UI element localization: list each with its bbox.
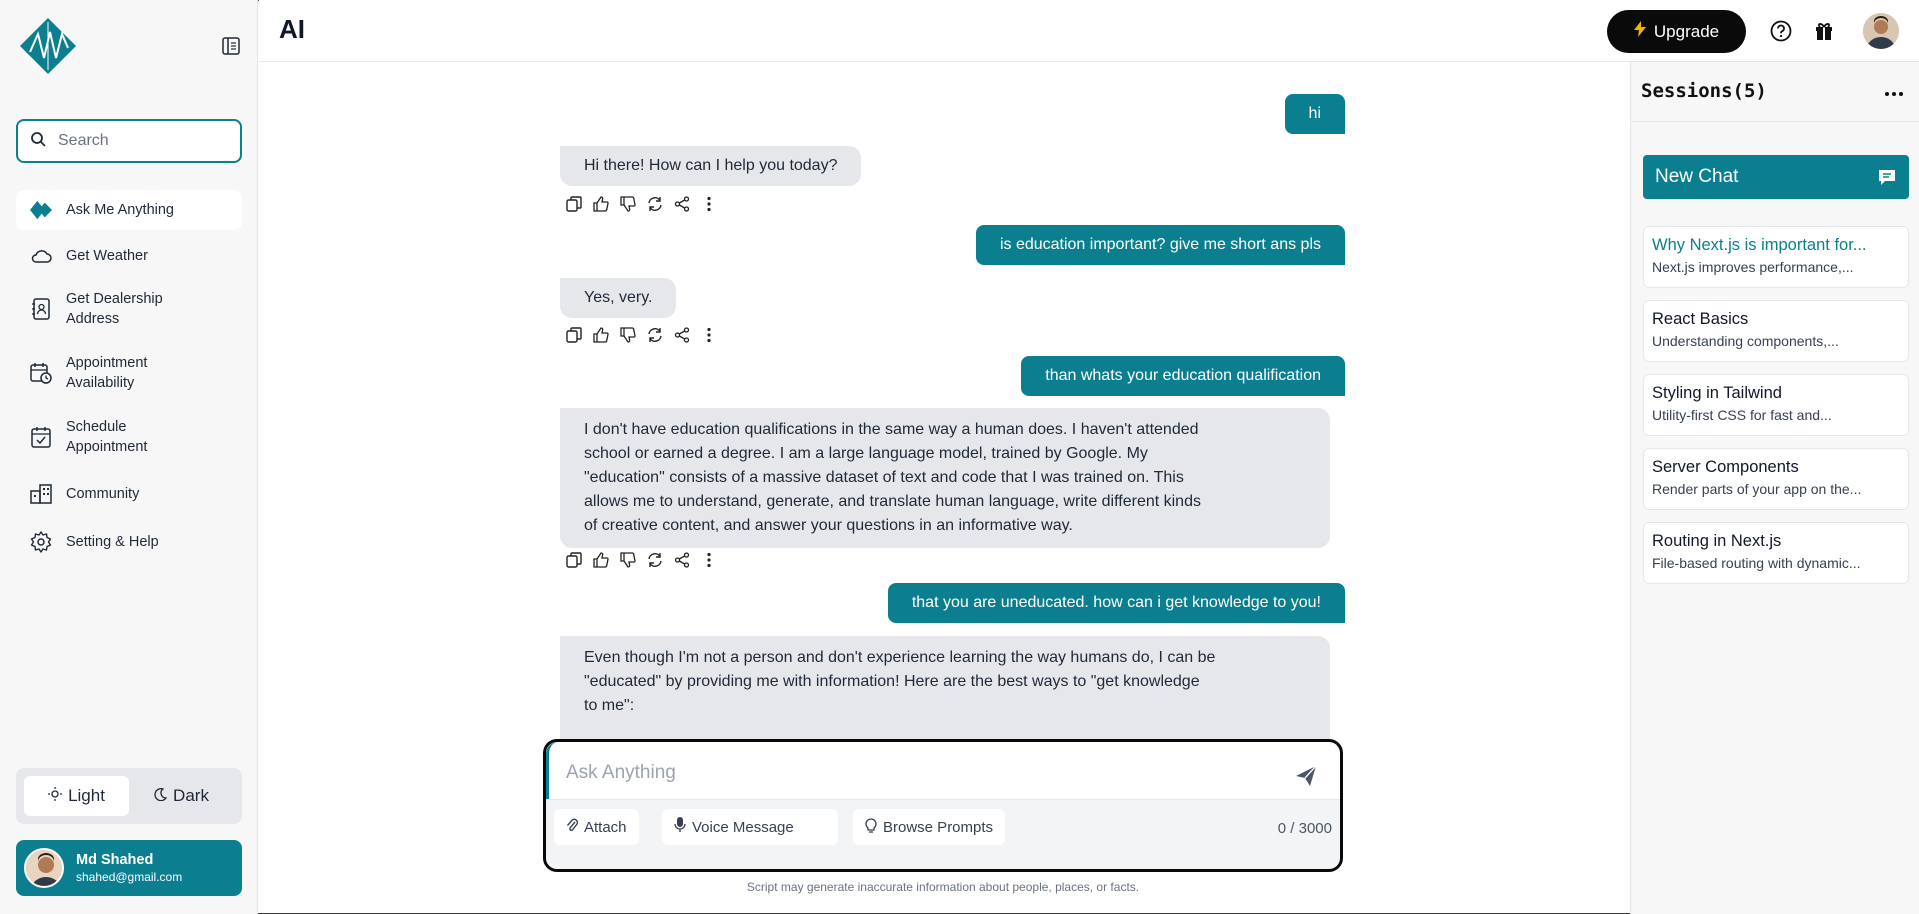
thumbs-down-icon[interactable] [619,551,637,569]
contact-book-icon [30,298,52,320]
prompts-label: Browse Prompts [883,818,994,836]
help-icon[interactable] [1768,18,1794,44]
sidebar-item-community[interactable] [16,474,242,514]
ai-message [560,278,676,318]
message-text: hi [1308,105,1321,122]
regenerate-icon[interactable] [646,551,664,569]
sessions-divider [1631,121,1919,122]
user-message [1021,356,1345,396]
message-line: "education" consists of a massive dataset of text and code that I was trained on. This [584,469,1184,486]
cloud-icon [30,245,52,267]
session-subtitle: File-based routing with dynamic... [1652,555,1861,571]
message-text: than whats your education qualification [1045,367,1321,384]
building-icon [30,483,52,505]
thumbs-down-icon[interactable] [619,326,637,344]
new-chat-label: New Chat [1655,166,1739,187]
share-icon[interactable] [673,551,691,569]
session-subtitle: Understanding components,... [1652,333,1839,349]
session-title: Why Next.js is important for... [1652,236,1867,254]
message-actions [565,551,718,569]
message-line: "educated" by providing me with information! Here are the best ways to "get knowledge [584,673,1200,690]
sidebar-item-setting-help[interactable] [16,522,242,562]
message-line: allows me to understand, generate, and translate human language, write different kinds [584,493,1201,510]
sessions-panel [1630,62,1919,914]
attach-button[interactable] [554,809,639,845]
page-title: AI [279,14,305,44]
message-input[interactable] [566,762,1266,784]
message-text: Hi there! How can I help you today? [584,157,838,174]
paperclip-icon [566,817,578,837]
more-horizontal-icon[interactable] [1884,80,1904,103]
composer-toolbar [546,799,1340,869]
lightbulb-icon [865,817,877,837]
search-box [16,119,242,163]
theme-toggle [16,768,242,824]
dark-label: Dark [173,786,209,805]
message-line: I don't have education qualifications in the same way a human does. I haven't attended [584,421,1199,438]
upgrade-label: Upgrade [1653,21,1720,41]
session-item[interactable] [1643,522,1909,584]
moon-icon [154,786,167,806]
browse-prompts-button[interactable] [853,809,1005,845]
thumbs-up-icon[interactable] [592,551,610,569]
search-input[interactable] [58,132,228,150]
profile-email: shahed@gmail.com [76,870,183,884]
upgrade-button[interactable] [1607,10,1746,53]
session-item[interactable] [1643,226,1909,288]
sidebar-item-label: Get Dealership Address [66,291,163,327]
share-icon[interactable] [673,326,691,344]
sidebar-item-label: Schedule Appointment [66,419,148,455]
copy-icon[interactable] [565,195,583,213]
sessions-title: Sessions(5) [1641,80,1767,102]
session-subtitle: Render parts of your app on the... [1652,481,1862,497]
sidebar-item-get-dealership-address[interactable] [16,280,242,338]
sidebar-item-label: Community [66,486,140,502]
user-profile-card[interactable] [16,840,242,896]
session-title: Server Components [1652,458,1799,476]
more-vertical-icon[interactable] [700,326,718,344]
sidebar-item-label: Ask Me Anything [66,202,174,218]
message-actions [565,195,718,213]
sidebar-item-ask-me-anything[interactable] [16,190,242,230]
app-logo[interactable] [20,18,76,74]
more-vertical-icon[interactable] [700,195,718,213]
send-icon[interactable] [1294,764,1318,788]
header-avatar[interactable] [1863,13,1899,49]
chat-area [260,62,1630,742]
gift-icon[interactable] [1811,18,1837,44]
sidebar-item-appointment-availability[interactable] [16,344,242,402]
ai-message [560,636,1330,742]
sidebar-item-label: Get Weather [66,248,148,264]
new-chat-button[interactable] [1643,155,1909,199]
sidebar-item-label: Setting & Help [66,534,159,550]
voice-message-button[interactable] [662,809,838,845]
character-counter: 0 / 3000 [1277,820,1332,837]
message-line: to me": [584,697,635,714]
thumbs-up-icon[interactable] [592,326,610,344]
session-subtitle: Utility-first CSS for fast and... [1652,407,1832,423]
session-title: React Basics [1652,310,1749,328]
gear-icon [30,531,52,553]
sidebar [0,0,258,914]
chat-bubble-icon [1877,167,1897,187]
microphone-icon [674,817,686,837]
sun-icon [48,786,62,806]
user-message [888,583,1345,623]
voice-label: Voice Message [692,818,794,836]
message-line: of creative content, and answer your questions in an informative way. [584,517,1073,534]
dark-theme-button[interactable] [129,776,234,816]
message-actions [565,326,718,344]
ai-message [560,408,1330,548]
message-text: that you are uneducated. how can i get knowledge to you! [911,594,1321,611]
copy-icon[interactable] [565,326,583,344]
disclaimer-text: Script may generate inaccurate information about people, places, or facts. [746,880,1140,894]
message-text: Yes, very. [584,289,653,306]
session-item[interactable] [1643,374,1909,436]
session-title: Routing in Next.js [1652,532,1782,550]
copy-icon[interactable] [565,551,583,569]
ai-message [560,146,861,186]
session-item[interactable] [1643,448,1909,510]
light-theme-button[interactable] [24,776,129,816]
user-message [976,225,1345,265]
session-item[interactable] [1643,300,1909,362]
thumbs-down-icon[interactable] [619,195,637,213]
regenerate-icon[interactable] [646,195,664,213]
message-line: school or earned a degree. I am a large language model, trained by Google. My [584,445,1148,462]
calendar-clock-icon [30,362,52,384]
sidebar-item-label: Appointment Availability [66,355,148,391]
diamond-logo-icon [30,199,52,221]
search-icon [30,131,46,152]
regenerate-icon[interactable] [646,326,664,344]
lightning-icon [1634,21,1646,42]
sidebar-nav [16,190,242,562]
session-subtitle: Next.js improves performance,... [1652,259,1854,275]
sidebar-item-schedule-appointment[interactable] [16,408,242,466]
thumbs-up-icon[interactable] [592,195,610,213]
session-title: Styling in Tailwind [1652,384,1782,402]
more-vertical-icon[interactable] [700,551,718,569]
top-header [259,0,1919,62]
attach-label: Attach [584,818,627,836]
sidebar-item-get-weather[interactable] [16,236,242,276]
profile-name: Md Shahed [76,852,154,868]
calendar-check-icon [30,426,52,448]
user-message [1285,94,1345,134]
message-composer [543,739,1343,872]
light-label: Light [68,786,105,805]
share-icon[interactable] [673,195,691,213]
avatar [24,848,64,888]
message-line: Even though I'm not a person and don't experience learning the way humans do, I can be [584,649,1216,666]
message-text: is education important? give me short ans pls [999,236,1321,253]
sidebar-collapse-icon[interactable] [218,33,244,59]
